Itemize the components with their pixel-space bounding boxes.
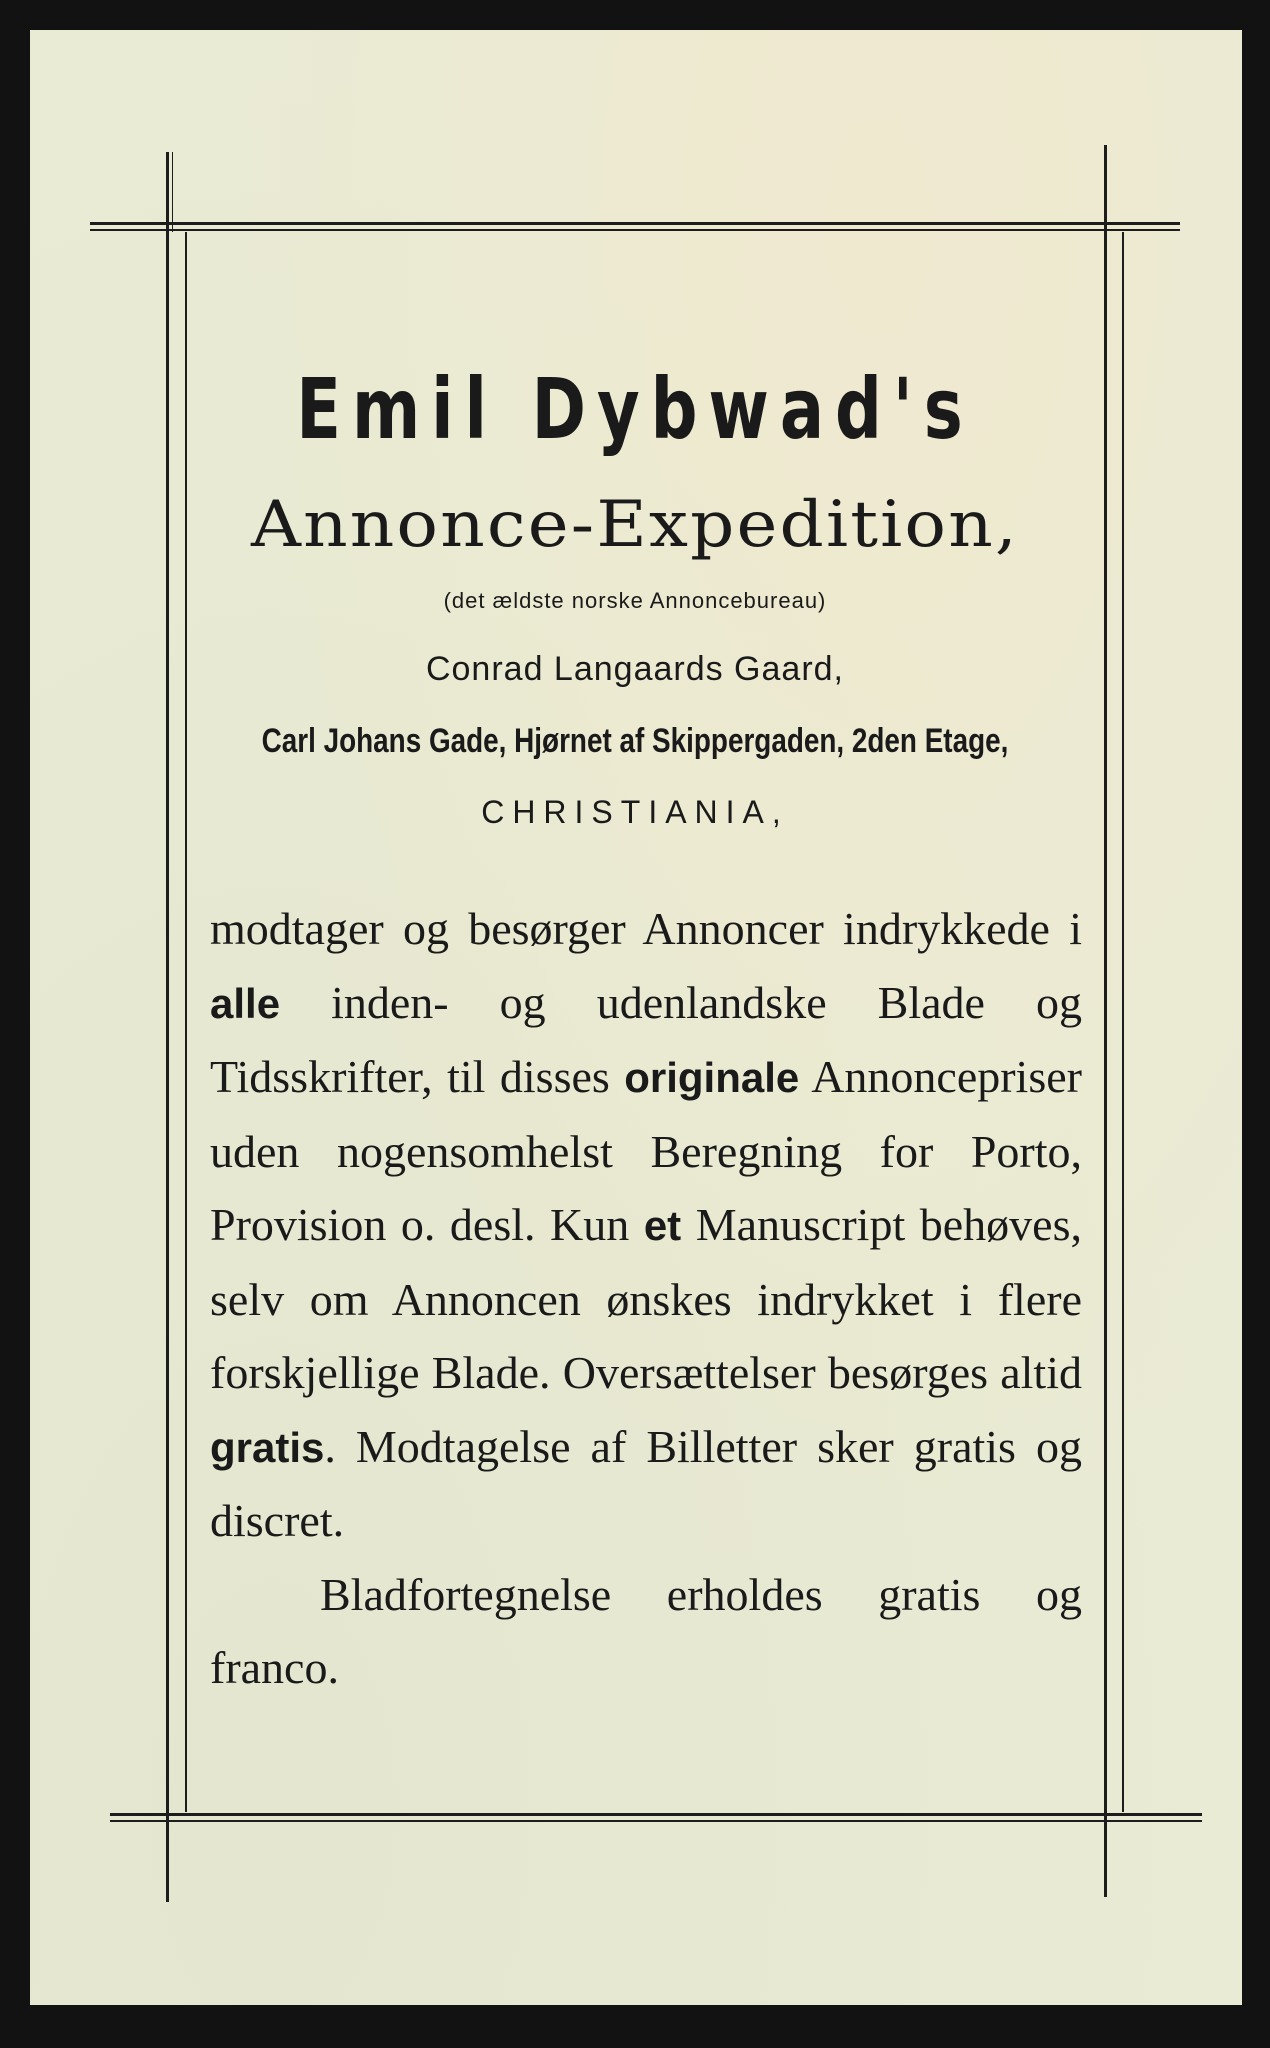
- emphasis-alle: alle: [210, 979, 281, 1027]
- emphasis-et: et: [643, 1202, 682, 1249]
- building-name: Conrad Langaards Gaard,: [425, 650, 845, 688]
- city-name: CHRISTIANIA,: [481, 794, 789, 830]
- left-outer-tick: [172, 152, 173, 232]
- street-address: Carl Johans Gade, Hjørnet af Skippergaden, 2den Etage,: [261, 722, 1009, 760]
- company-name: Emil Dybwad's: [296, 360, 974, 458]
- business-title: Annonce-Expedition,: [250, 488, 1020, 562]
- top-border-rule: [90, 222, 1180, 231]
- bottom-border-rule: [110, 1813, 1202, 1822]
- emphasis-originale: originale: [624, 1054, 800, 1101]
- right-inner-rule: [1122, 232, 1124, 1812]
- services-paragraph: modtager og besørger Annoncer indrykkede i alle inden- og udenlandske Blade og Tidsskrifter, til disses originale Annoncepriser uden nogensomhelst Beregning for Porto, Provision o. desl. Kun et Manuscript behøves, selv om Annoncen ønskes indrykket i flere forskjellige Blade. Oversættelser besørges altid gratis. Modtagelse af Billetter sker gratis og discret.: [210, 903, 1082, 1546]
- body-text: [210, 892, 1082, 1705]
- catalog-paragraph: Bladfortegnelse erholdes gratis og franco.: [210, 1568, 1082, 1693]
- emphasis-gratis: gratis: [210, 1423, 325, 1471]
- business-note: (det ældste norske Annoncebureau): [443, 588, 827, 613]
- left-inner-rule: [185, 232, 187, 1812]
